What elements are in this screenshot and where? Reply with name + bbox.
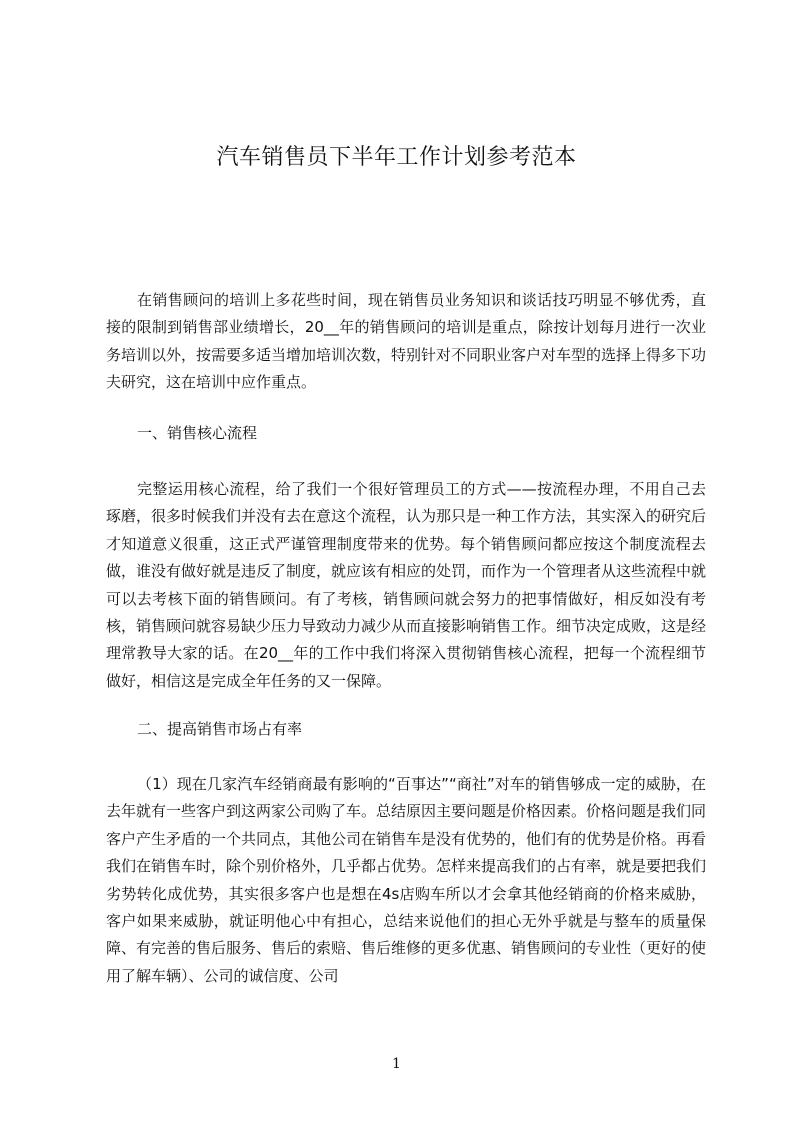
intro-paragraph: 在销售顾问的培训上多花些时间，现在销售员业务知识和谈话技巧明显不够优秀，直接的限制到销售部业绩增长，20__年的销售顾问的培训是重点，除按计划每月进行一次业务培训以外，按需要多适当增加培训次数，特别针对不同职业客户对车型的选择上得多下功夫研究，这在培训中应作重点。 <box>106 291 707 392</box>
market-share-paragraph: （1）现在几家汽车经销商最有影响的“百事达”“商社”对车的销售够成一定的威胁，在去年就有一些客户到这两家公司购了车。总结原因主要问题是价格因素。价格问题是我们同客户产生矛盾的一个共同点，其他公司在销售车是没有优势的，他们有的优势是价格。再看我们在销售车时，除个别价格外，几乎都占优势。怎样来提高我们的占有率，就是要把我们劣势转化成优势，其实很多客户也是想在4s店购车所以才会拿其他经销商的价格来威胁，客户如果来威胁，就证明他心中有担心，总结来说他们的担心无外乎就是与整车的质量保障、有完善的售后服务、售后的索赔、售后维修的更多优惠、销售顾问的专业性（更好的使用了解车辆）、公司的诚信度、公司 <box>106 775 707 985</box>
section-heading-core-process: 一、销售核心流程 <box>137 424 258 442</box>
section-heading-market-share: 二、提高销售市场占有率 <box>137 720 303 738</box>
core-process-paragraph: 完整运用核心流程，给了我们一个很好管理员工的方式——按流程办理，不用自己去琢磨，很多时候我们并没有去在意这个流程，认为那只是一种工作方法，其实深入的研究后才知道意义很重，这正式严谨管理制度带来的优势。每个销售顾问都应按这个制度流程去做，谁没有做好就是违反了制度，就应该有相应的处罚，而作为一个管理者从这些流程中就可以去考核下面的销售顾问。有了考核，销售顾问就会努力的把事情做好，相反如没有考核，销售顾问就容易缺少压力导致动力减少从而直接影响销售工作。细节决定成败，这是经理常教导大家的话。在20__年的工作中我们将深入贯彻销售核心流程，把每一个流程细节做好，相信这是完成全年任务的又一保障。 <box>106 480 707 690</box>
document-title: 汽车销售员下半年工作计划参考范本 <box>216 145 577 170</box>
page-number: 1 <box>392 1056 401 1072</box>
